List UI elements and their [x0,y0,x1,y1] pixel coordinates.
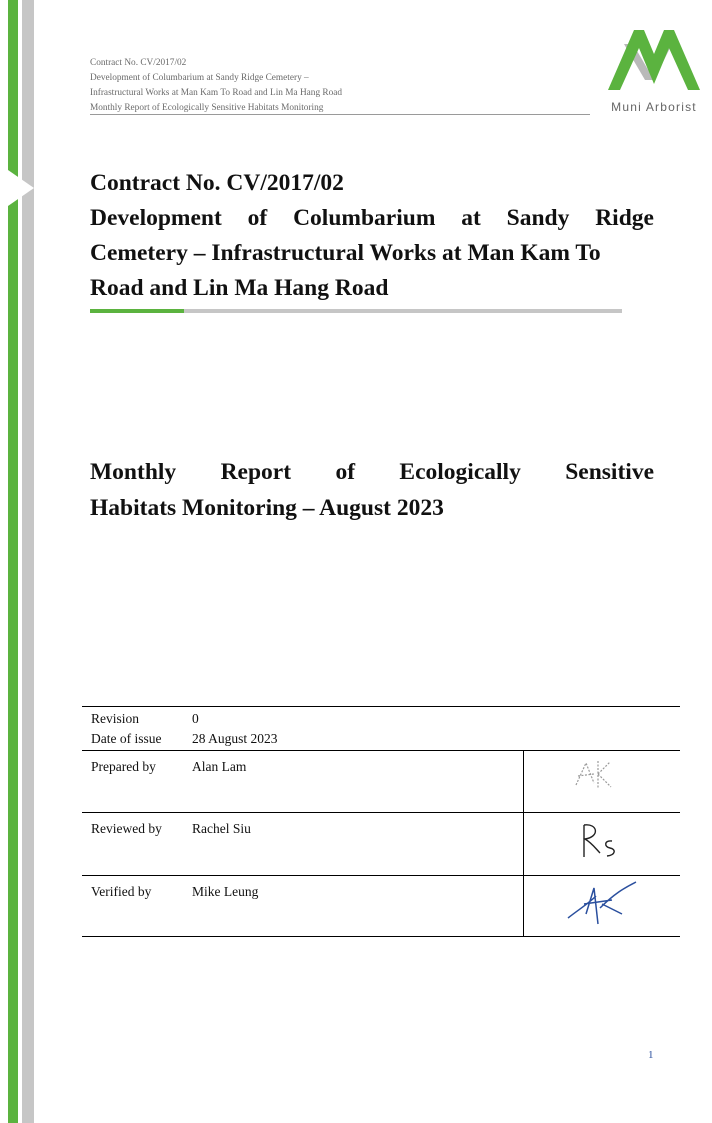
title-line: Contract No. CV/2017/02 [90,170,344,196]
reviewed-by-value: Rachel Siu [192,813,524,876]
verified-by-value: Mike Leung [192,876,524,937]
date-of-issue-label: Date of issue [91,731,162,746]
header-rule [90,114,590,115]
report-title-word: Report [220,459,292,485]
title-line: Cemetery – Infrastructural Works at Man Kam To [90,240,601,266]
title-word: Ridge [595,205,654,231]
contract-title [90,166,654,306]
prepared-by-label: Prepared by [82,751,192,813]
grey-margin-bar [22,0,34,1123]
report-title-word: Ecologically [399,459,521,485]
reviewed-by-label: Reviewed by [82,813,192,876]
revision-row [82,707,680,751]
prepared-by-signature-cell [524,751,681,813]
reviewed-by-row [82,813,680,876]
prepared-by-row [82,751,680,813]
header-line: Infrastructural Works at Man Kam To Road and Lin Ma Hang Road [90,88,343,98]
reviewed-by-signature-cell [524,813,681,876]
report-title-line-justified [90,454,654,490]
title-word: of [247,205,268,231]
logo-text: Muni Arborist [611,100,697,114]
title-word: Development [90,205,222,231]
company-logo [598,22,710,122]
verified-by-label: Verified by [82,876,192,937]
signature-alan-lam-icon [564,755,634,795]
report-title [90,454,654,526]
running-header [90,56,590,116]
date-of-issue-value: 28 August 2023 [192,731,278,746]
header-line: Development of Columbarium at Sandy Ridge Cemetery – [90,73,309,83]
page-number: 1 [648,1049,654,1061]
title-word: at [461,205,481,231]
logo-mark-icon [604,22,704,94]
prepared-by-value: Alan Lam [192,751,524,813]
signature-mike-leung-icon [564,880,654,926]
header-line: Contract No. CV/2017/02 [90,58,187,68]
margin-bar-notch [8,170,34,206]
title-rule-green [90,309,184,313]
revision-labels-cell [82,707,192,751]
signature-rachel-siu-icon [564,817,634,865]
verified-by-row [82,876,680,937]
verified-by-signature-cell [524,876,681,937]
title-word: Sandy [506,205,570,231]
title-line-justified [90,201,654,236]
title-rule-grey [184,309,622,313]
report-title-line: Habitats Monitoring – August 2023 [90,495,444,521]
report-title-word: of [335,459,356,485]
report-title-word: Monthly [90,459,177,485]
document-info-table [82,706,680,937]
revision-label: Revision [91,711,140,726]
green-margin-bar [8,0,18,1123]
revision-values-cell [192,707,680,751]
report-title-word: Sensitive [565,459,654,485]
title-line: Road and Lin Ma Hang Road [90,275,389,301]
header-line: Monthly Report of Ecologically Sensitive Habitats Monitoring [90,103,324,113]
revision-value: 0 [192,711,199,726]
title-word: Columbarium [293,205,436,231]
